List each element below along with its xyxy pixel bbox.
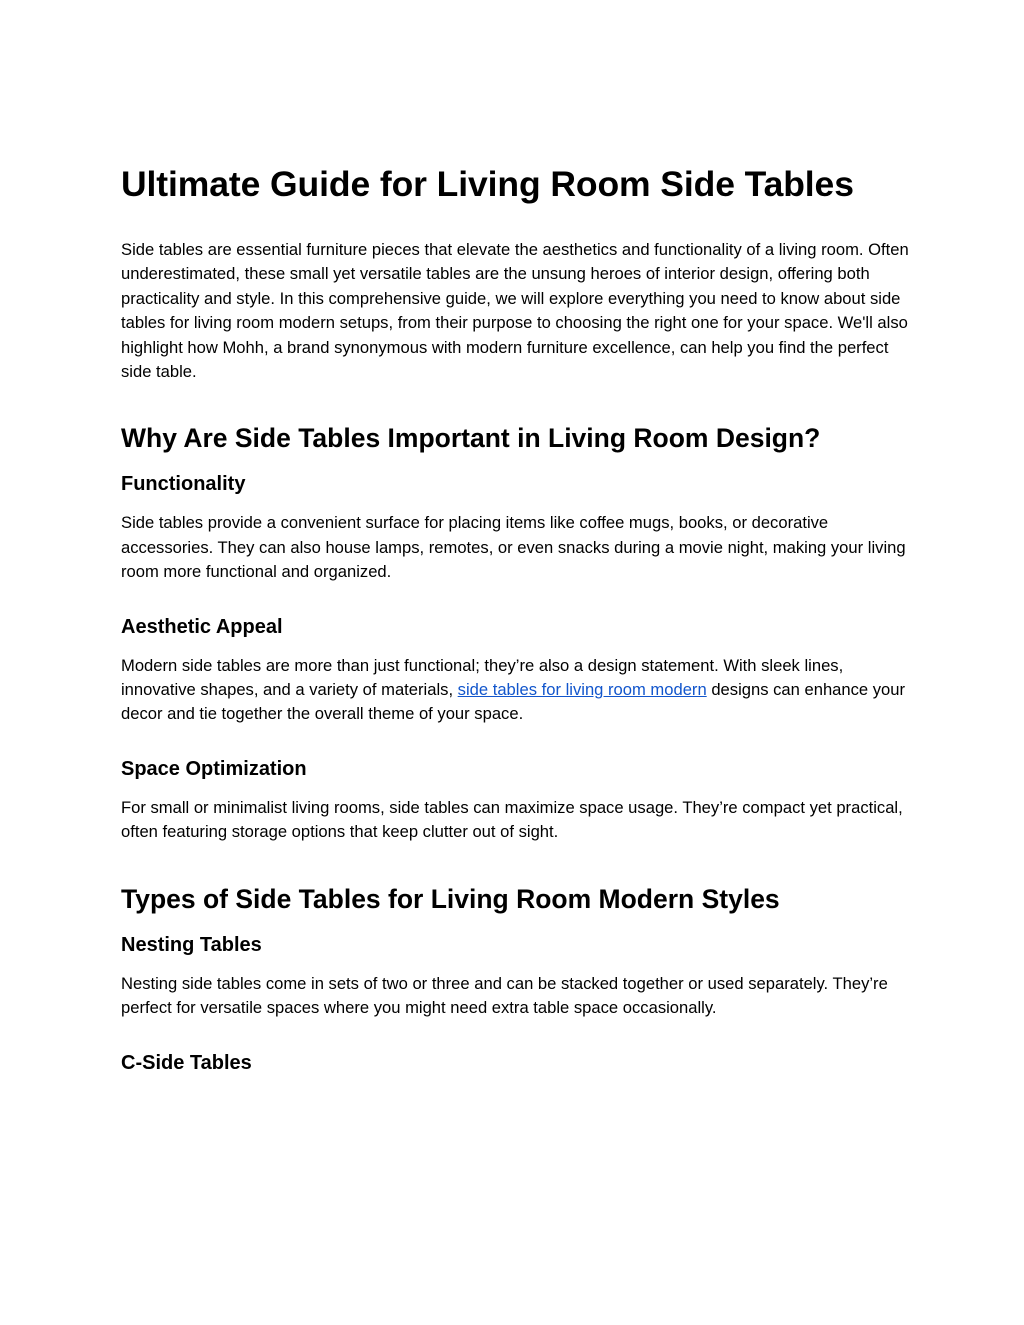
subheading-space-optimization: Space Optimization	[121, 757, 307, 780]
aesthetic-paragraph	[121, 654, 911, 727]
subheading-nesting-tables: Nesting Tables	[121, 933, 262, 956]
side-tables-link[interactable]: side tables for living room modern	[457, 680, 707, 700]
subheading-c-side-tables: C-Side Tables	[121, 1051, 252, 1074]
nesting-paragraph: Nesting side tables come in sets of two or three and can be stacked together or used separately. They’re perfect for versatile spaces where you might need extra table space occasionally.	[121, 973, 888, 1018]
document-title: Ultimate Guide for Living Room Side Tables	[121, 164, 854, 204]
subheading-aesthetic-appeal: Aesthetic Appeal	[121, 615, 283, 638]
space-paragraph: For small or minimalist living rooms, side tables can maximize space usage. They’re compact yet practical, often featuring storage options that keep clutter out of sight.	[121, 797, 903, 842]
subheading-functionality: Functionality	[121, 473, 246, 496]
section-heading-importance: Why Are Side Tables Important in Living Room Design?	[121, 423, 821, 454]
functionality-paragraph: Side tables provide a convenient surface for placing items like coffee mugs, books, or decorative accessories. They can also house lamps, remotes, or even snacks during a movie night, making your living room more functional and organized.	[121, 513, 906, 582]
aesthetic-text-after: designs can enhance your decor and tie together the overall theme of your space.	[121, 680, 906, 724]
intro-paragraph: Side tables are essential furniture pieces that elevate the aesthetics and functionality of a living room. Often underestimated, these small yet versatile tables are the unsung heroes of interior design, offering both practicality and style. In this comprehensive guide, we will explore everything you need to know about side tables for living room modern setups, from their purpose to choosing the right one for your space. We'll also highlight how Mohh, a brand synonymous with modern furniture excellence, can help you find the perfect side table.	[121, 240, 909, 382]
document-page	[121, 158, 911, 1090]
section-heading-types: Types of Side Tables for Living Room Modern Styles	[121, 883, 780, 914]
aesthetic-text-before: Modern side tables are more than just functional; they’re also a design statement. With sleek lines, innovative shapes, and a variety of materials,	[121, 655, 844, 700]
